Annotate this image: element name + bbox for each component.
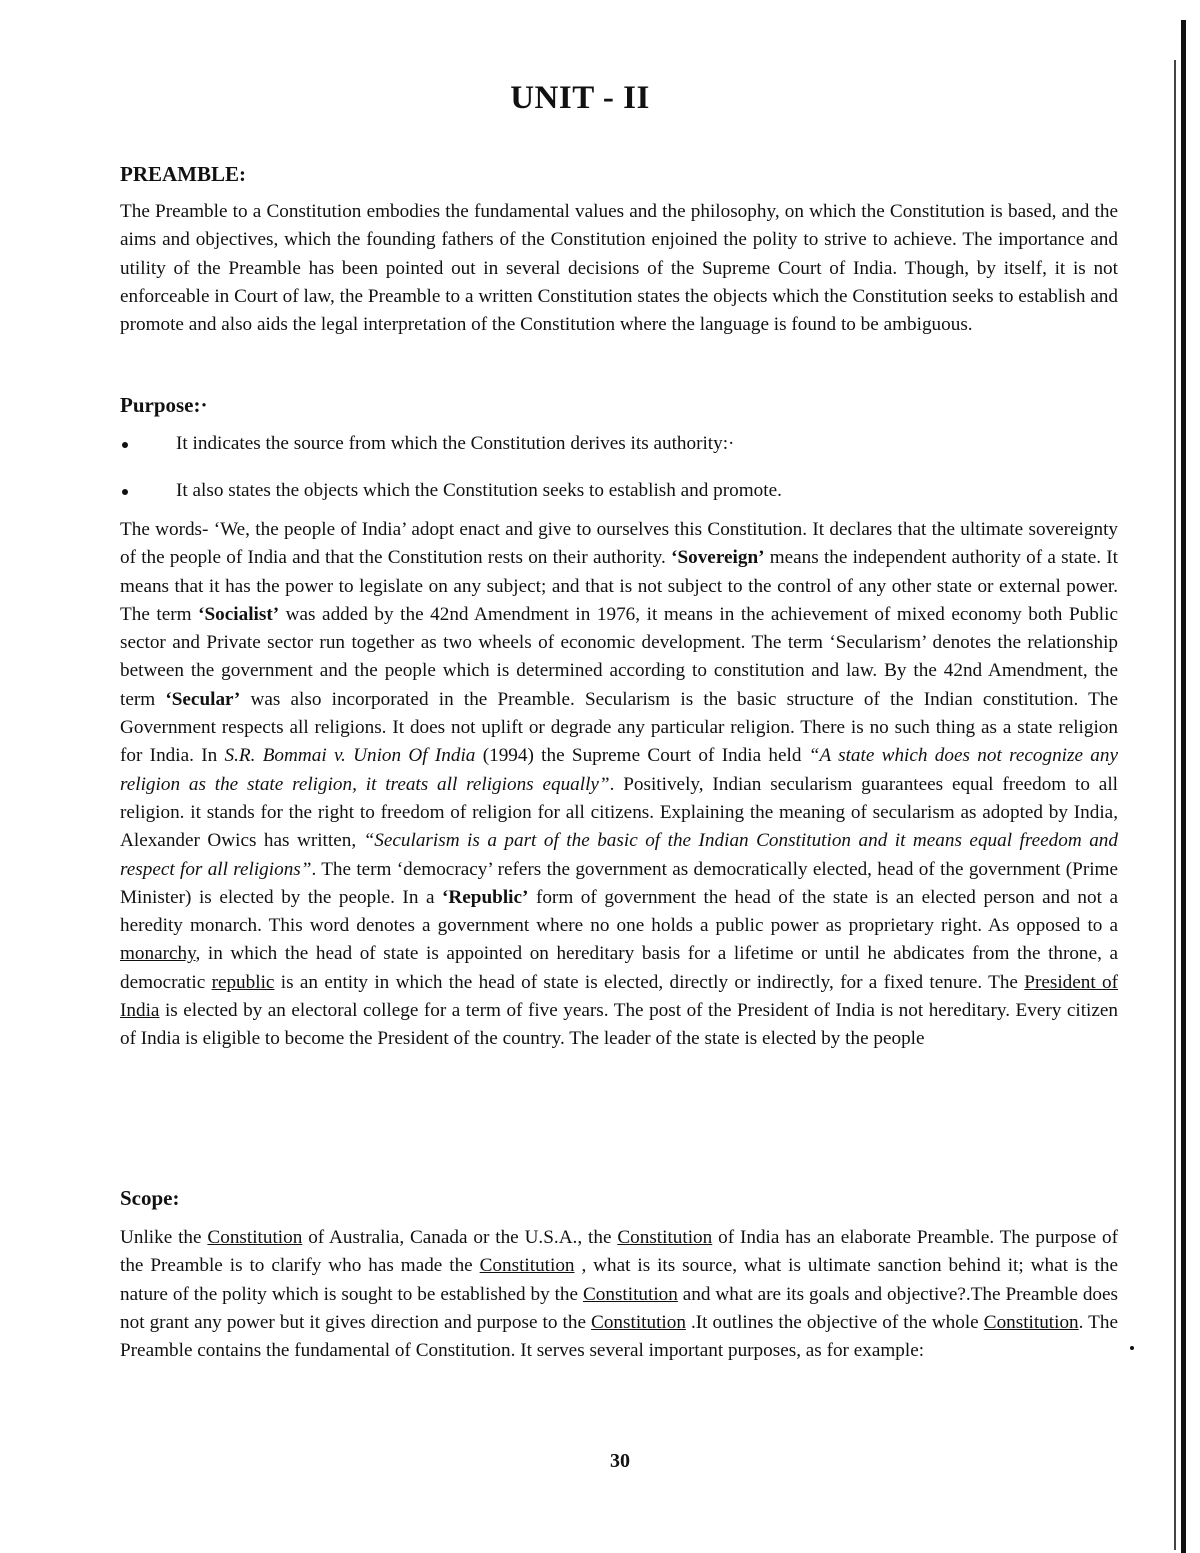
link-constitution[interactable]: Constitution — [582, 1283, 678, 1305]
body-text: is an entity in which the head of state is elected, directly or indirectly, for a fixed tenure. The — [274, 971, 1025, 993]
case-citation: S.R. Bommai v. Union Of India — [224, 745, 476, 767]
bullet-icon — [122, 442, 128, 448]
unit-title: UNIT - II — [510, 80, 650, 116]
link-constitution[interactable]: Constitution — [983, 1311, 1079, 1333]
body-text: of Australia, Canada or the U.S.A., the — [302, 1227, 618, 1248]
body-text: was also incorporated in the Preamble. Secularism is the basic structure of the Indian constitution. The Government respects all religions. It does not uplift or degrade any particular religion. There is no such thing as a state religion for India. In — [120, 688, 1118, 767]
body-text: , in which the head of state is appointed on hereditary basis for a lifetime or until he abdicates from the throne, a democratic — [120, 943, 1118, 993]
court-quote: “A state which does not recognize any religion as the state religion, it treats all religions equally” — [120, 745, 1118, 795]
purpose-bullet-list — [120, 430, 1110, 524]
body-text: The words- ‘We, the people of India’ adopt enact and give to ourselves this Constitution. It declares that the ultimate sovereignty of the people of India and that the Constitution rests on their authority. — [120, 519, 1118, 569]
term-republic: ‘Republic’ — [442, 886, 529, 908]
bullet-text: It also states the objects which the Constitution seeks to establish and promote. — [176, 480, 782, 501]
link-constitution[interactable]: Constitution — [617, 1227, 713, 1248]
bullet-text: It indicates the source from which the Constitution derives its authority:· — [176, 433, 735, 454]
term-socialist: ‘Socialist’ — [198, 603, 280, 625]
link-constitution[interactable]: Constitution — [479, 1255, 575, 1277]
body-text: . The Preamble contains the fundamental of Constitution. It serves several important purposes, as for example: — [120, 1311, 1118, 1362]
link-president-of-india[interactable]: President of India — [120, 971, 1118, 1022]
body-text: (1994) the Supreme Court of India held — [475, 745, 809, 767]
term-secular: ‘Secular’ — [165, 688, 241, 710]
scope-heading: Scope: — [120, 1186, 180, 1210]
body-text: form of government the head of the state is an elected person and not a heredity monarch. This word denotes a government where no one holds a public power as proprietary right. As opposed to a — [120, 886, 1119, 937]
scope-paragraph — [120, 1224, 1118, 1365]
preamble-heading: PREAMBLE: — [120, 162, 246, 186]
link-constitution[interactable]: Constitution — [207, 1227, 303, 1248]
body-text: Unlike the — [120, 1227, 208, 1248]
scan-edge-line — [1174, 60, 1176, 1550]
author-quote: “Secularism is a part of the basic of the Indian Constitution and it means equal freedom and respect for all religions” — [120, 830, 1118, 880]
body-text: and what are its goals and objective?.The Preamble does not grant any power but it gives direction and purpose to the — [120, 1283, 1118, 1333]
link-constitution[interactable]: Constitution — [591, 1311, 686, 1333]
body-text: .It outlines the objective of the whole — [685, 1311, 984, 1333]
purpose-body-paragraph — [120, 516, 1118, 1054]
preamble-paragraph: The Preamble to a Constitution embodies the fundamental values and the philosophy, on which the Constitution is based, and the aims and objectives, which the founding fathers of the Constitution enjoined the polity to strive to achieve. The importance and utility of the Preamble has been pointed out in several decisions of the Supreme Court of India. Though, by itself, it is not enforceable in Court of law, the Preamble to a written Constitution states the objects which the Constitution seeks to establish and promote and also aids the legal interpretation of the Constitution where the language is found to be ambiguous. — [120, 201, 1118, 336]
purpose-heading: Purpose:· — [120, 393, 208, 417]
link-monarchy[interactable]: monarchy — [120, 943, 196, 965]
body-text: . The term ‘democracy’ refers the government as democratically elected, head of the government (Prime Minister) is elected by the people. In a — [120, 858, 1118, 908]
list-item — [120, 430, 1110, 477]
body-text: was added by the 42nd Amendment in 1976, it means in the achievement of mixed economy both Public sector and Private sector run together as two wheels of economic development. The term ‘Secularism’ denotes the relationship between the government and the people which is determined according to constitution and law. By the 42nd Amendment, the term — [120, 603, 1118, 710]
body-text: is elected by an electoral college for a term of five years. The post of the President of India is not hereditary. Every citizen of India is eligible to become the President of the country. The leader of the state is elected by the people — [120, 1000, 1118, 1050]
body-text: means the independent authority of a state. It means that it has the power to legislate on any subject; and that is not subject to the control of any other state or external power. The term — [120, 547, 1118, 625]
body-text: of India has an elaborate Preamble. The purpose of the Preamble is to clarify who has made the — [120, 1227, 1118, 1277]
bullet-icon — [122, 489, 128, 495]
term-sovereign: ‘Sovereign’ — [671, 547, 765, 569]
scan-edge-bar — [1181, 20, 1186, 1553]
body-text: , what is its source, what is ultimate sanction behind it; what is the nature of the polity which is sought to be established by the — [120, 1255, 1118, 1305]
scan-speck — [1130, 1346, 1134, 1350]
link-republic[interactable]: republic — [211, 971, 275, 993]
body-text: . Positively, Indian secularism guarantees equal freedom to all religion. it stands for the right to freedom of religion for all citizens. Explaining the meaning of secularism as adopted by India, Alexander Owics has written, — [120, 773, 1118, 852]
page-number: 30 — [610, 1450, 630, 1472]
